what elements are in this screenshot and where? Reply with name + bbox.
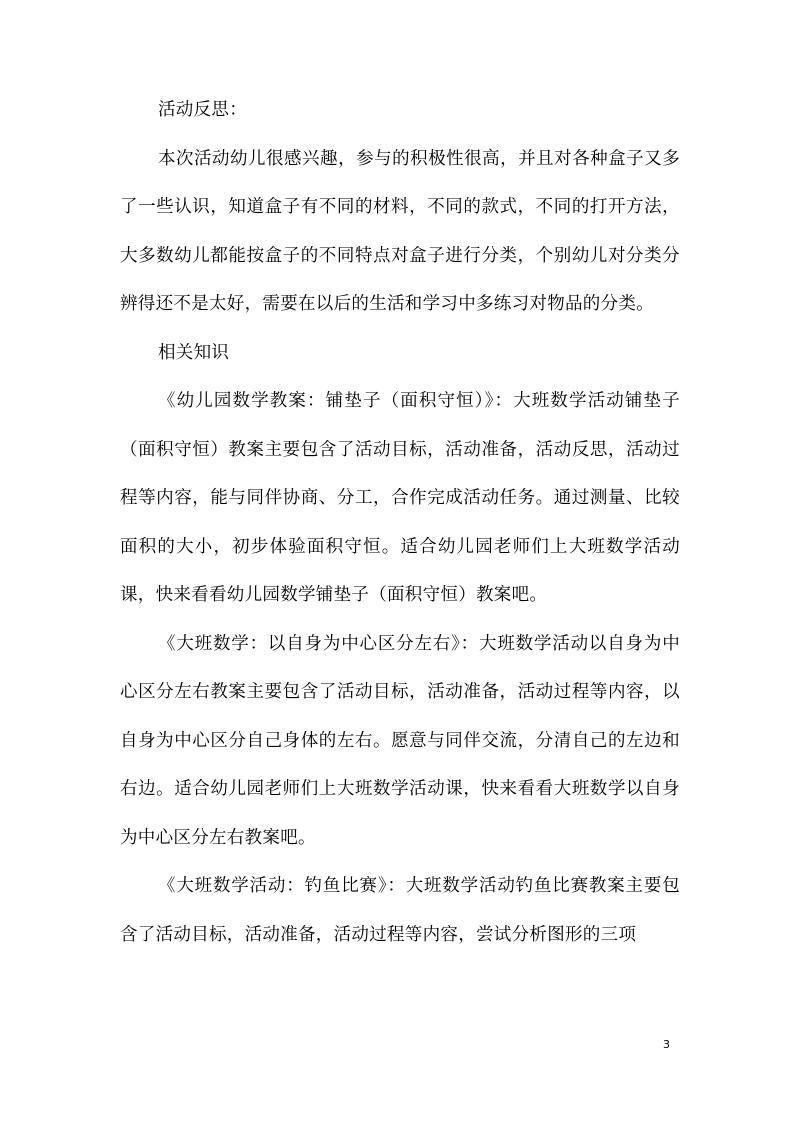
heading-related-knowledge: 相关知识 — [158, 342, 230, 363]
paragraph-related-3: 《大班数学活动：钓鱼比赛》：大班数学活动钓鱼比赛教案主要包含了活动目标，活动准备，活动过程等内容，尝试分析图形的三项 — [120, 876, 680, 945]
paragraph-reflection-body: 本次活动幼儿很感兴趣，参与的积极性很高，并且对各种盒子又多了一些认识，知道盒子有不同的材料，不同的款式，不同的打开方法，大多数幼儿都能按盒子的不同特点对盒子进行分类，个别幼儿对分类分辨得还不是太好，需要在以后的生活和学习中多练习对物品的分类。 — [120, 148, 680, 314]
document-body — [120, 86, 680, 959]
paragraph-related-2: 《大班数学：以自身为中心区分左右》：大班数学活动以自身为中心区分左右教案主要包含了活动目标，活动准备，活动过程等内容，以自身为中心区分自己身体的左右。愿意与同伴交流，分清自己的左边和右边。适合幼儿园老师们上大班数学活动课，快来看看大班数学以自身为中心区分左右教案吧。 — [120, 633, 680, 848]
page-number: 3 — [663, 1038, 670, 1051]
paragraph-related-1: 《幼儿园数学教案：铺垫子（面积守恒）》：大班数学活动铺垫子（面积守恒）教案主要包含了活动目标，活动准备，活动反思，活动过程等内容，能与同伴协商、分工，合作完成活动任务。通过测量、比较面积的大小，初步体验面积守恒。适合幼儿园老师们上大班数学活动课，快来看看幼儿园数学铺垫子（面积守恒）教案吧。 — [120, 391, 680, 605]
heading-activity-reflection: 活动反思： — [158, 100, 247, 120]
